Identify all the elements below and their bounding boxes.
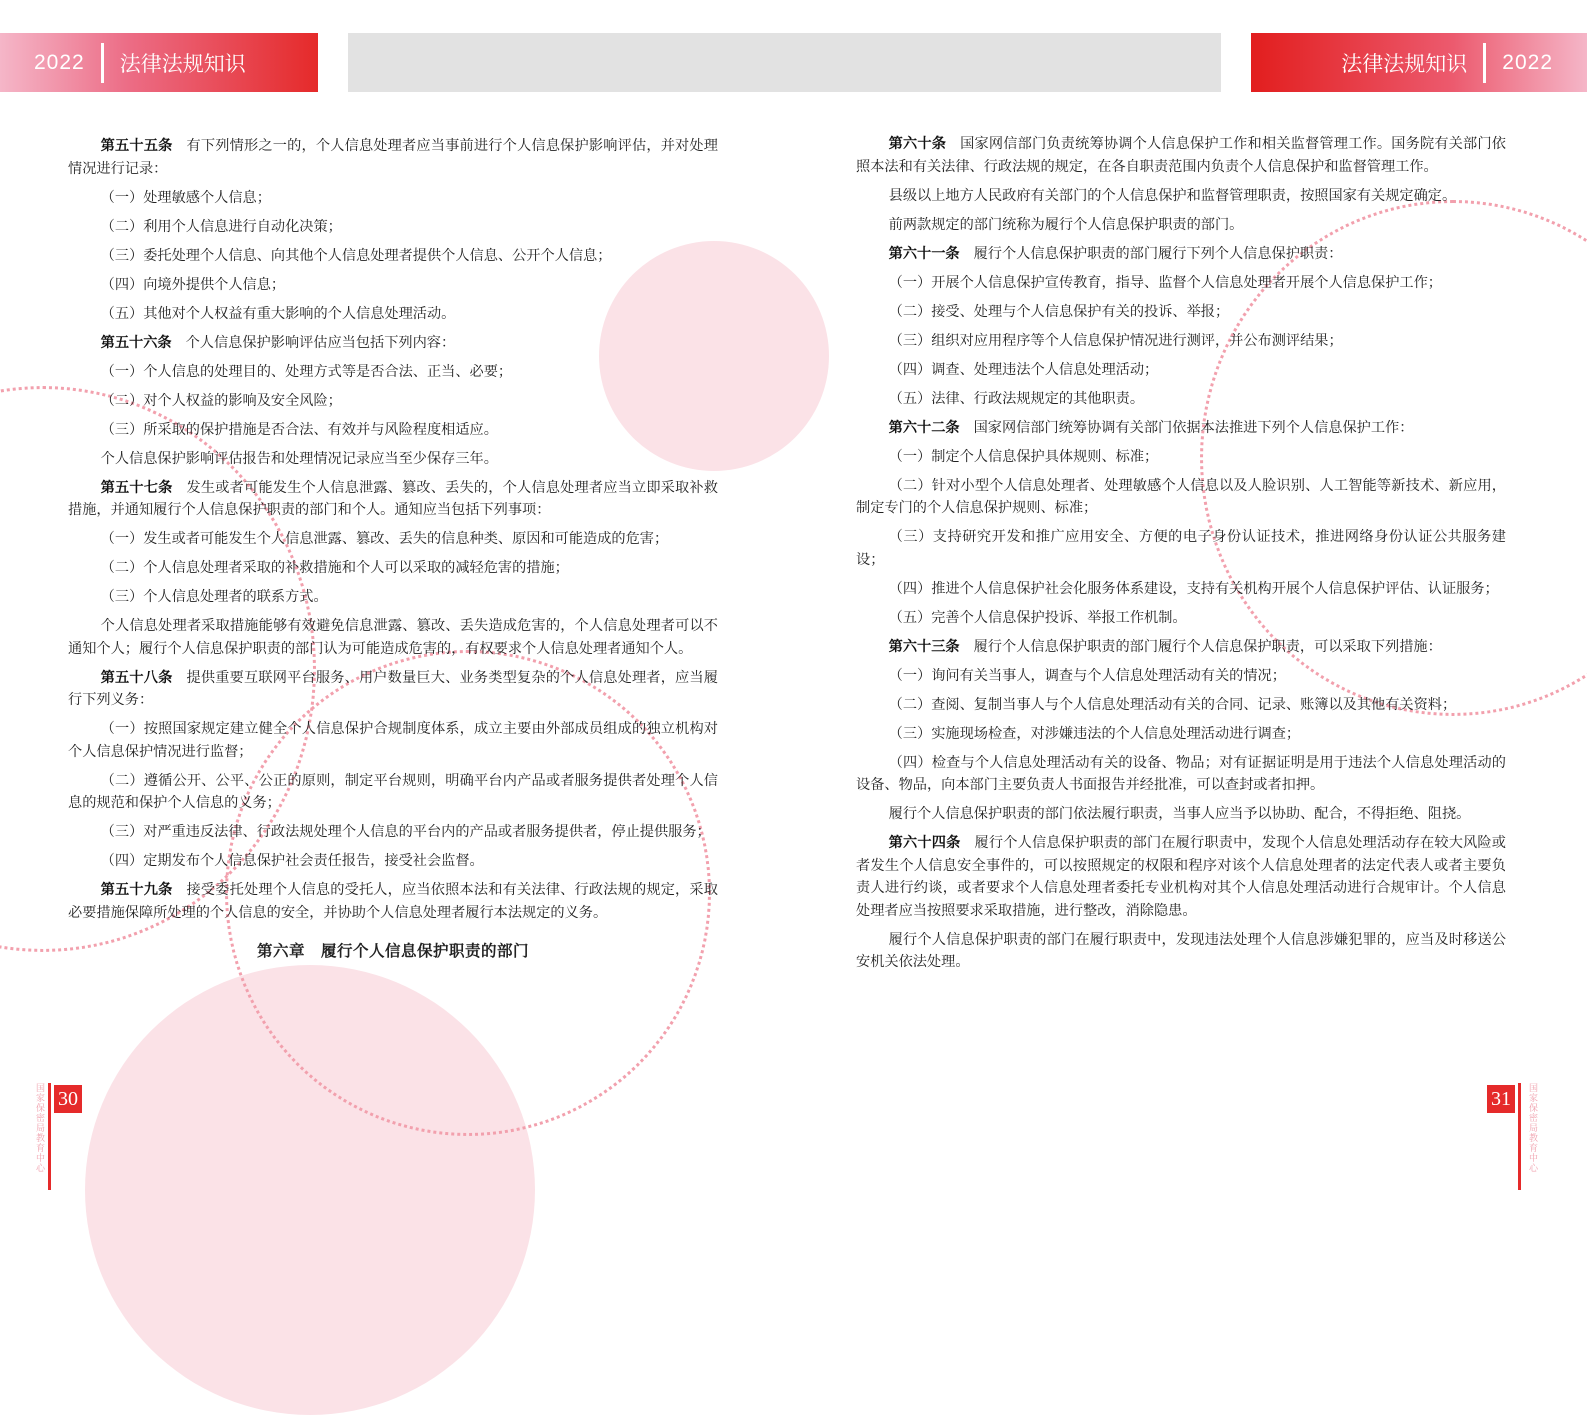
paragraph (856, 243, 1506, 266)
paragraph (68, 216, 718, 239)
paragraph-text: （二）遵循公开、公平、公正的原则，制定平台规则，明确平台内产品或者服务提供者处理个人信息的规范和保护个人信息的义务； (68, 772, 718, 811)
paragraph (856, 607, 1506, 630)
paragraph-text: （一）处理敏感个人信息； (100, 189, 271, 206)
paragraph (856, 526, 1506, 571)
paragraph-text: 接受委托处理个人信息的受托人，应当依照本法和有关法律、行政法规的规定，采取必要措施保障所处理的个人信息的安全，并协助个人信息处理者履行本法规定的义务。 (68, 882, 718, 921)
paragraph-text: （一）按照国家规定建立健全个人信息保护合规制度体系，成立主要由外部成员组成的独立机构对个人信息保护情况进行监督； (68, 721, 718, 760)
header-title: 法律法规知识 (1341, 51, 1468, 76)
paragraph-text: （一）发生或者可能发生个人信息泄露、篡改、丢失的信息种类、原因和可能造成的危害； (100, 531, 669, 547)
paragraph-text: 履行个人信息保护职责的部门履行下列个人信息保护职责： (973, 245, 1343, 262)
header-title: 法律法规知识 (119, 51, 246, 76)
paragraph-text: 提供重要互联网平台服务、用户数量巨大、业务类型复杂的个人信息处理者，应当履行下列义务： (68, 669, 718, 708)
paragraph-text: （四）定期发布个人信息保护社会责任报告，接受社会监督。 (100, 853, 484, 869)
paragraph (856, 185, 1506, 208)
side-text-right: 国家保密局教育中心 (1527, 1083, 1537, 1173)
paragraph (856, 723, 1506, 746)
paragraph-text: （一）开展个人信息保护宣传教育，指导、监督个人信息处理者开展个人信息保护工作； (888, 274, 1442, 291)
paragraph-text: 个人信息处理者采取措施能够有效避免信息泄露、篡改、丢失造成危害的，个人信息处理者可以不通知个人；履行个人信息保护职责的部门认为可能造成危害的，有权要求个人信息处理者通知个人。 (68, 618, 718, 657)
header-separator (101, 43, 104, 83)
paragraph (68, 303, 718, 326)
article-number: 第五十八条 (100, 669, 173, 686)
paragraph-text: （二）对个人权益的影响及安全风险； (100, 392, 342, 409)
paragraph (856, 330, 1506, 353)
paragraph (856, 133, 1506, 178)
header-year: 2022 (34, 50, 85, 74)
paragraph-text: 国家网信部门统筹协调有关部门依据本法推进下列个人信息保护工作： (973, 419, 1414, 436)
paragraph (68, 135, 718, 180)
paragraph (856, 417, 1506, 440)
paragraph (68, 615, 718, 660)
paragraph-text: （二）接受、处理与个人信息保护有关的投诉、举报； (888, 303, 1230, 320)
paragraph (68, 557, 718, 580)
paragraph (68, 528, 718, 551)
paragraph (856, 636, 1506, 659)
paragraph-text: （四）检查与个人信息处理活动有关的设备、物品；对有证据证明是用于违法个人信息处理活动的设备、物品，向本部门主要负责人书面报告并经批准，可以查封或者扣押。 (856, 754, 1506, 793)
paragraph-text: 履行个人信息保护职责的部门在履行职责中，发现违法处理个人信息涉嫌犯罪的，应当及时移送公安机关依法处理。 (856, 931, 1506, 970)
paragraph-text: （二）个人信息处理者采取的补救措施和个人可以采取的减轻危害的措施； (100, 560, 569, 576)
paragraph (68, 187, 718, 210)
page-number-right: 31 (1487, 1085, 1515, 1113)
paragraph (68, 274, 718, 297)
header-left (0, 33, 318, 92)
paragraph-text: 有下列情形之一的，个人信息处理者应当事前进行个人信息保护影响评估，并对处理情况进行记录： (68, 138, 718, 177)
paragraph (68, 770, 718, 815)
paragraph (856, 359, 1506, 382)
paragraph (68, 667, 718, 712)
paragraph (856, 803, 1506, 826)
paragraph-text: （三）实施现场检查，对涉嫌违法的个人信息处理活动进行调查； (888, 725, 1301, 742)
paragraph-text: （三）支持研究开发和推广应用安全、方便的电子身份认证技术，推进网络身份认证公共服务建设； (856, 529, 1506, 568)
paragraph (68, 821, 718, 844)
article-number: 第五十五条 (100, 138, 173, 154)
paragraph-text: 履行个人信息保护职责的部门履行个人信息保护职责，可以采取下列措施： (973, 638, 1442, 655)
header-separator (1483, 43, 1486, 83)
article-number: 第六十条 (888, 136, 947, 152)
paragraph (68, 332, 718, 355)
article-number: 第六十四条 (888, 835, 961, 851)
paragraph-text: （一）制定个人信息保护具体规则、标准； (888, 448, 1159, 465)
paragraph-text: （四）推进个人信息保护社会化服务体系建设，支持有关机构开展个人信息保护评估、认证服务； (888, 580, 1499, 597)
right-page-text (856, 133, 1506, 980)
paragraph-text: （二）查阅、复制当事人与个人信息处理活动有关的合同、记录、账簿以及其他有关资料； (888, 696, 1457, 713)
article-number: 第五十七条 (100, 479, 173, 496)
chapter-heading: 第六章 履行个人信息保护职责的部门 (256, 942, 529, 960)
paragraph-text: （五）法律、行政法规规定的其他职责。 (888, 390, 1145, 407)
paragraph-text: 履行个人信息保护职责的部门在履行职责中，发现个人信息处理活动存在较大风险或者发生个人信息安全事件的，可以按照规定的权限和程序对该个人信息处理者的法定代表人或者主要负责人进行约谈，或者要求个人信息处理者委托专业机构对其个人信息处理活动进行合规审计。个人信息处理者应当按照要求采取措施，进行整改，消除隐患。 (856, 835, 1506, 919)
paragraph-text: （三）对严重违反法律、行政法规处理个人信息的平台内的产品或者服务提供者，停止提供服务； (100, 824, 711, 840)
paragraph-text: （三）委托处理个人信息、向其他个人信息处理者提供个人信息、公开个人信息； (100, 247, 612, 264)
paragraph (856, 578, 1506, 601)
paragraph (68, 850, 718, 873)
side-text-left: 国家保密局教育中心 (34, 1083, 44, 1173)
paragraph (68, 586, 718, 609)
page-marker-line-left (48, 1083, 51, 1190)
paragraph (856, 752, 1506, 797)
header-year: 2022 (1502, 50, 1553, 74)
header-grey-bar (348, 33, 1221, 92)
paragraph (856, 475, 1506, 520)
paragraph (68, 718, 718, 763)
paragraph (856, 446, 1506, 469)
left-page-text (68, 135, 718, 963)
paragraph (856, 929, 1506, 974)
paragraph-text: （三）个人信息处理者的联系方式。 (100, 589, 328, 605)
paragraph (68, 448, 718, 471)
paragraph-text: 个人信息保护影响评估应当包括下列内容： (185, 334, 456, 351)
paragraph-text: （五）完善个人信息保护投诉、举报工作机制。 (888, 609, 1187, 626)
paragraph-text: （二）利用个人信息进行自动化决策； (100, 218, 342, 235)
header-right (1251, 33, 1587, 92)
paragraph (68, 361, 718, 384)
paragraph (856, 665, 1506, 688)
paragraph (68, 390, 718, 413)
paragraph-text: 履行个人信息保护职责的部门依法履行职责，当事人应当予以协助、配合，不得拒绝、阻挠。 (888, 806, 1471, 822)
paragraph-text: （二）针对小型个人信息处理者、处理敏感个人信息以及人脸识别、人工智能等新技术、新应用，制定专门的个人信息保护规则、标准； (856, 477, 1506, 516)
paragraph (68, 419, 718, 442)
paragraph (856, 272, 1506, 295)
article-number: 第五十九条 (100, 882, 173, 898)
paragraph (856, 301, 1506, 324)
paragraph-text: 个人信息保护影响评估报告和处理情况记录应当至少保存三年。 (100, 450, 498, 467)
paragraph (68, 879, 718, 924)
paragraph-text: （一）询问有关当事人，调查与个人信息处理活动有关的情况； (888, 667, 1286, 684)
paragraph-text: （三）组织对应用程序等个人信息保护情况进行测评，并公布测评结果； (888, 332, 1343, 349)
paragraph (856, 214, 1506, 237)
paragraph-text: （三）所采取的保护措施是否合法、有效并与风险程度相适应。 (100, 421, 498, 438)
paragraph-text: （一）个人信息的处理目的、处理方式等是否合法、正当、必要； (100, 363, 513, 380)
paragraph (856, 694, 1506, 717)
paragraph (68, 245, 718, 268)
paragraph-text: 县级以上地方人民政府有关部门的个人信息保护和监督管理职责，按照国家有关规定确定。 (888, 187, 1457, 204)
article-number: 第五十六条 (100, 334, 172, 351)
paragraph (856, 388, 1506, 411)
paragraph-text: 前两款规定的部门统称为履行个人信息保护职责的部门。 (888, 216, 1244, 233)
paragraph-text: （四）调查、处理违法个人信息处理活动； (888, 361, 1159, 378)
page-number-left: 30 (54, 1085, 82, 1113)
paragraph-text: （五）其他对个人权益有重大影响的个人信息处理活动。 (100, 305, 456, 322)
paragraph-text: 发生或者可能发生个人信息泄露、篡改、丢失的，个人信息处理者应当立即采取补救措施，并通知履行个人信息保护职责的部门和个人。通知应当包括下列事项： (68, 479, 718, 518)
page-marker-line-right (1518, 1083, 1521, 1190)
article-number: 第六十二条 (888, 419, 960, 436)
paragraph-text: （四）向境外提供个人信息； (100, 276, 286, 293)
paragraph (856, 832, 1506, 922)
paragraph-text: 国家网信部门负责统筹协调个人信息保护工作和相关监督管理工作。国务院有关部门依照本法和有关法律、行政法规的规定，在各自职责范围内负责个人信息保护和监督管理工作。 (856, 136, 1506, 175)
article-number: 第六十一条 (888, 245, 960, 262)
article-number: 第六十三条 (888, 638, 960, 655)
paragraph (68, 477, 718, 522)
